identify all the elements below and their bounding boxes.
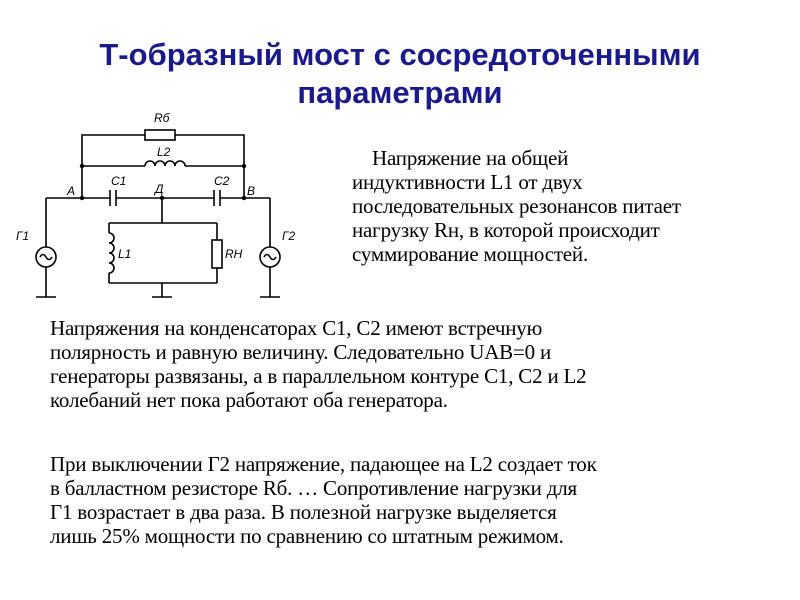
paragraph-line: Напряжение на общей bbox=[372, 146, 569, 170]
paragraph-line: колебаний нет пока работают оба генератора. bbox=[50, 388, 448, 412]
paragraph-line: Г1 возрастает в два раза. В полезной нагрузке выделяется bbox=[50, 500, 557, 524]
title-line-1: Т-образный мост с сосредоточенными bbox=[99, 37, 701, 72]
paragraph-line: в балластном резисторе Rб. … Сопротивление нагрузки для bbox=[50, 476, 577, 500]
ballast-resistor bbox=[145, 130, 175, 140]
label-g1: Г1 bbox=[16, 229, 30, 243]
paragraph-generator-off bbox=[50, 452, 770, 548]
title-line-2: параметрами bbox=[297, 75, 503, 110]
label-a: A bbox=[67, 184, 76, 198]
paragraph-line: При выключении Г2 напряжение, падающее на L2 создает ток bbox=[50, 452, 597, 476]
label-d: Д bbox=[155, 182, 164, 196]
label-c2: C2 bbox=[214, 174, 230, 188]
paragraph-line: последовательных резонансов питает bbox=[352, 194, 681, 218]
label-l2: L2 bbox=[157, 145, 171, 159]
paragraph-line: Напряжения на конденсаторах C1, C2 имеют встречную bbox=[50, 316, 543, 340]
label-rb: Rб bbox=[154, 111, 170, 125]
paragraph-line: суммирование мощностей. bbox=[352, 242, 589, 266]
paragraph-common-inductance bbox=[352, 146, 792, 266]
paragraph-line: индуктивности L1 от двух bbox=[352, 170, 583, 194]
load-resistor bbox=[212, 240, 222, 268]
paragraph-line: полярность и равную величину. Следовательно UAB=0 и bbox=[50, 340, 551, 364]
label-b: B bbox=[247, 184, 256, 198]
inductor-l2 bbox=[145, 161, 185, 166]
paragraph-line: нагрузку Rн, в которой происходит bbox=[352, 218, 660, 242]
label-l1: L1 bbox=[118, 247, 132, 261]
paragraph-line: лишь 25% мощности по сравнению со штатным режимом. bbox=[50, 524, 564, 548]
label-c1: C1 bbox=[111, 174, 127, 188]
paragraph-capacitor-voltages bbox=[50, 316, 770, 412]
inductor-l1 bbox=[109, 233, 114, 273]
label-rn: RH bbox=[225, 247, 243, 261]
t-bridge-circuit-diagram bbox=[12, 100, 342, 310]
paragraph-line: генераторы развязаны, а в параллельном контуре C1, C2 и L2 bbox=[50, 364, 587, 388]
label-g2: Г2 bbox=[282, 229, 296, 243]
